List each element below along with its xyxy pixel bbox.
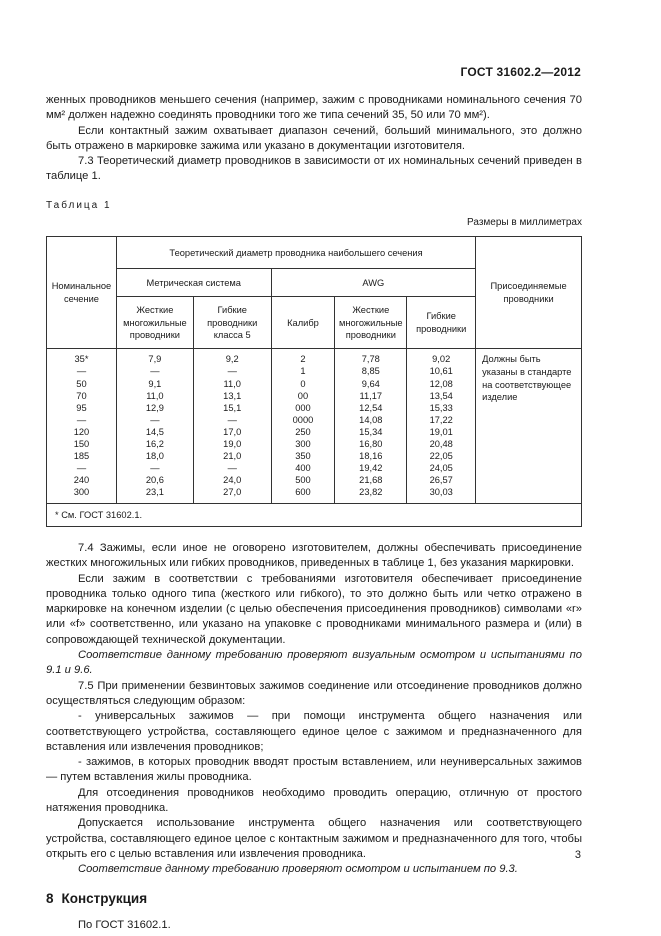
th-awg-rigid: Жесткие многожильные проводники — [335, 297, 407, 349]
table-cell: 185 — [73, 451, 90, 462]
table-cell: 250 — [295, 426, 311, 437]
paragraph-compliance-1: Соответствие данному требованию проверяют визуальным осмотром и испытаниями по 9.1 и 9.6. — [46, 649, 582, 677]
table-cell: 20,6 — [145, 475, 164, 486]
col-nominal — [47, 349, 117, 503]
table-cell: 7,78 — [361, 354, 380, 365]
table-cell: 1 — [300, 366, 306, 377]
th-attached: Присоединяемые проводники — [476, 237, 582, 349]
table-cell: 23,1 — [145, 487, 164, 498]
th-theoretical: Теоретический диаметр проводника наибольшего сечения — [116, 237, 475, 269]
table-1 — [46, 236, 582, 527]
list-item-universal: - универсальных зажимов — при помощи инструмента общего назначения или соответствующего устройства, составляющего единое целое с зажимом и предназначенного для вставления или извлечения проводников; — [46, 710, 582, 753]
table-cell: — — [76, 463, 87, 474]
table-cell: 23,82 — [359, 487, 383, 498]
th-awg: AWG — [271, 269, 476, 297]
table-cell: 120 — [73, 426, 90, 437]
table-cell: 30,03 — [429, 487, 453, 498]
document-header: ГОСТ 31602.2—2012 — [460, 65, 581, 79]
th-gauge: Калибр — [271, 297, 335, 349]
table-cell: 13,54 — [429, 390, 453, 401]
paragraph-section-8: По ГОСТ 31602.1. — [78, 918, 171, 931]
col-gauge — [271, 349, 335, 503]
table-cell: 19,42 — [359, 463, 383, 474]
document-body — [46, 93, 582, 933]
table-cell: 240 — [73, 475, 90, 486]
table-cell: — — [150, 366, 160, 377]
table-cell: 21,68 — [359, 475, 383, 486]
paragraph-range: Если контактный зажим охватывает диапазон сечений, больший минимального, это должно быть отражено в маркировке зажима или указано в документации изготовителя. — [46, 124, 582, 152]
table-cell: 9,1 — [148, 378, 162, 389]
th-rigid: Жесткие многожильные проводники — [116, 297, 193, 349]
th-metric: Метрическая система — [116, 269, 271, 297]
table-cell: 11,0 — [223, 378, 241, 389]
table-cell: 2 — [300, 354, 306, 365]
table-cell: 22,05 — [429, 451, 453, 462]
table-cell: 15,1 — [223, 402, 242, 413]
table-cell: 500 — [295, 475, 311, 486]
table-cell: 9,2 — [225, 354, 239, 365]
table-cell: 95 — [76, 402, 87, 413]
th-flex5: Гибкие проводники класса 5 — [193, 297, 271, 349]
table-cell: 10,61 — [429, 366, 453, 377]
table-cell: 19,01 — [429, 426, 453, 437]
table-footnote: * См. ГОСТ 31602.1. — [47, 503, 582, 527]
table-cell: 9,64 — [361, 378, 380, 389]
table-cell: 70 — [76, 390, 87, 401]
col-flex5 — [193, 349, 271, 503]
col-rigid — [116, 349, 193, 503]
table-cell: 9,02 — [432, 354, 451, 365]
table-cell: 600 — [295, 487, 311, 498]
page-number: 3 — [574, 849, 581, 861]
table-cell: — — [76, 414, 87, 425]
table-cell: 18,16 — [359, 451, 383, 462]
table-cell: 15,33 — [429, 402, 453, 413]
paragraph-compliance-2: Соответствие данному требованию проверяют осмотром и испытанием по 9.3. — [78, 863, 518, 876]
table-cell: 12,9 — [145, 402, 164, 413]
table-cell: 18,0 — [145, 451, 164, 462]
table-cell: 14,08 — [359, 414, 383, 425]
table-cell: 27,0 — [223, 487, 242, 498]
table-cell: 400 — [295, 463, 311, 474]
table-cell: 00 — [297, 390, 309, 401]
table-caption: Таблица 1 — [46, 199, 112, 211]
table-cell: 0000 — [292, 414, 314, 425]
table-cell: 7,9 — [148, 354, 162, 365]
table-cell: — — [150, 414, 160, 425]
table-cell: 50 — [76, 378, 87, 389]
table-cell: 20,48 — [429, 439, 453, 450]
table-cell: 12,54 — [359, 402, 383, 413]
paragraph-7-3: 7.3 Теоретический диаметр проводников в зависимости от их номинальных сечений приведен в таблице 1. — [46, 155, 582, 183]
paragraph-single-type: Если зажим в соответствии с требованиями изготовителя обеспечивает присоединение проводника только одного типа (жесткого или гибкого), то это должно быть или четко отражено в маркировке на конечном изделии (с целью обеспечения присоединения проводников) символами «r» или «f» соответственно, или указано на упаковке с проводниками минимального размера и (или) в сопровождающей технической документации. — [46, 572, 582, 646]
table-cell: — — [76, 366, 87, 377]
table-cell: 35* — [74, 354, 89, 365]
th-awg-flex: Гибкие проводники — [407, 297, 476, 349]
section-title: Конструкция — [61, 890, 148, 906]
table-cell: 300 — [295, 439, 311, 450]
col-awg-flex — [407, 349, 476, 503]
table-cell: 24,05 — [429, 463, 453, 474]
th-nominal: Номинальное сечение — [47, 237, 117, 349]
table-cell: 300 — [73, 487, 90, 498]
table-cell: 17,0 — [223, 426, 242, 437]
table-cell: — — [227, 366, 237, 377]
section-heading — [46, 891, 582, 906]
table-cell: 15,34 — [359, 426, 383, 437]
paragraph-tool: Допускается использование инструмента общего назначения или соответствующего устройства, составляющего единое целое с контактным зажимом и предназначенного для того, чтобы открыть его с целью вставления или извлечения проводника. — [46, 817, 582, 860]
table-cell: 16,80 — [359, 439, 383, 450]
col-awg-rigid — [335, 349, 407, 503]
table-cell: — — [150, 463, 160, 474]
table-cell: 12,08 — [429, 378, 453, 389]
table-cell: 11,0 — [146, 390, 164, 401]
table-cell: 14,5 — [145, 426, 164, 437]
table-cell: 17,22 — [429, 414, 453, 425]
table-cell: 150 — [73, 439, 90, 450]
paragraph-disconnect: Для отсоединения проводников необходимо проводить операцию, отличную от простого натяжения проводника. — [46, 786, 582, 815]
paragraph-7-5: 7.5 При применении безвинтовых зажимов соединение или отсоединение проводников должно осуществляться следующим образом: — [46, 679, 582, 707]
table-cell: 21,0 — [223, 451, 242, 462]
table-cell: 350 — [295, 451, 311, 462]
table-cell: 16,2 — [145, 439, 164, 450]
table-cell: 13,1 — [223, 390, 242, 401]
list-item-insertion: - зажимов, в которых проводник вводят простым вставлением, или неуниверсальных зажимов — путем вставления жилы проводника. — [46, 756, 582, 784]
table-cell: 19,0 — [223, 439, 242, 450]
table-cell: — — [227, 414, 237, 425]
table-cell: — — [227, 463, 237, 474]
table-cell: 0 — [300, 378, 306, 389]
attached-note: Должны быть указаны в стандарте на соответствующее изделие — [476, 349, 582, 503]
table-cell: 11,17 — [359, 390, 383, 401]
table-cell: 8,85 — [361, 366, 380, 377]
table-cell: 24,0 — [223, 475, 242, 486]
section-number: 8 — [46, 890, 54, 906]
table-units: Размеры в миллиметрах — [467, 217, 582, 229]
paragraph-continuation: женных проводников меньшего сечения (например, зажим с проводниками номинального сечения 70 мм² должен надежно соединять проводники того же типа сечений 35, 50 или 70 мм²). — [46, 94, 582, 122]
table-cell: 000 — [295, 402, 311, 413]
paragraph-7-4: 7.4 Зажимы, если иное не оговорено изготовителем, должны обеспечивать присоединение жестких многожильных или гибких проводников, приведенных в таблице 1, без указания маркировки. — [46, 542, 582, 570]
table-cell: 26,57 — [429, 475, 453, 486]
